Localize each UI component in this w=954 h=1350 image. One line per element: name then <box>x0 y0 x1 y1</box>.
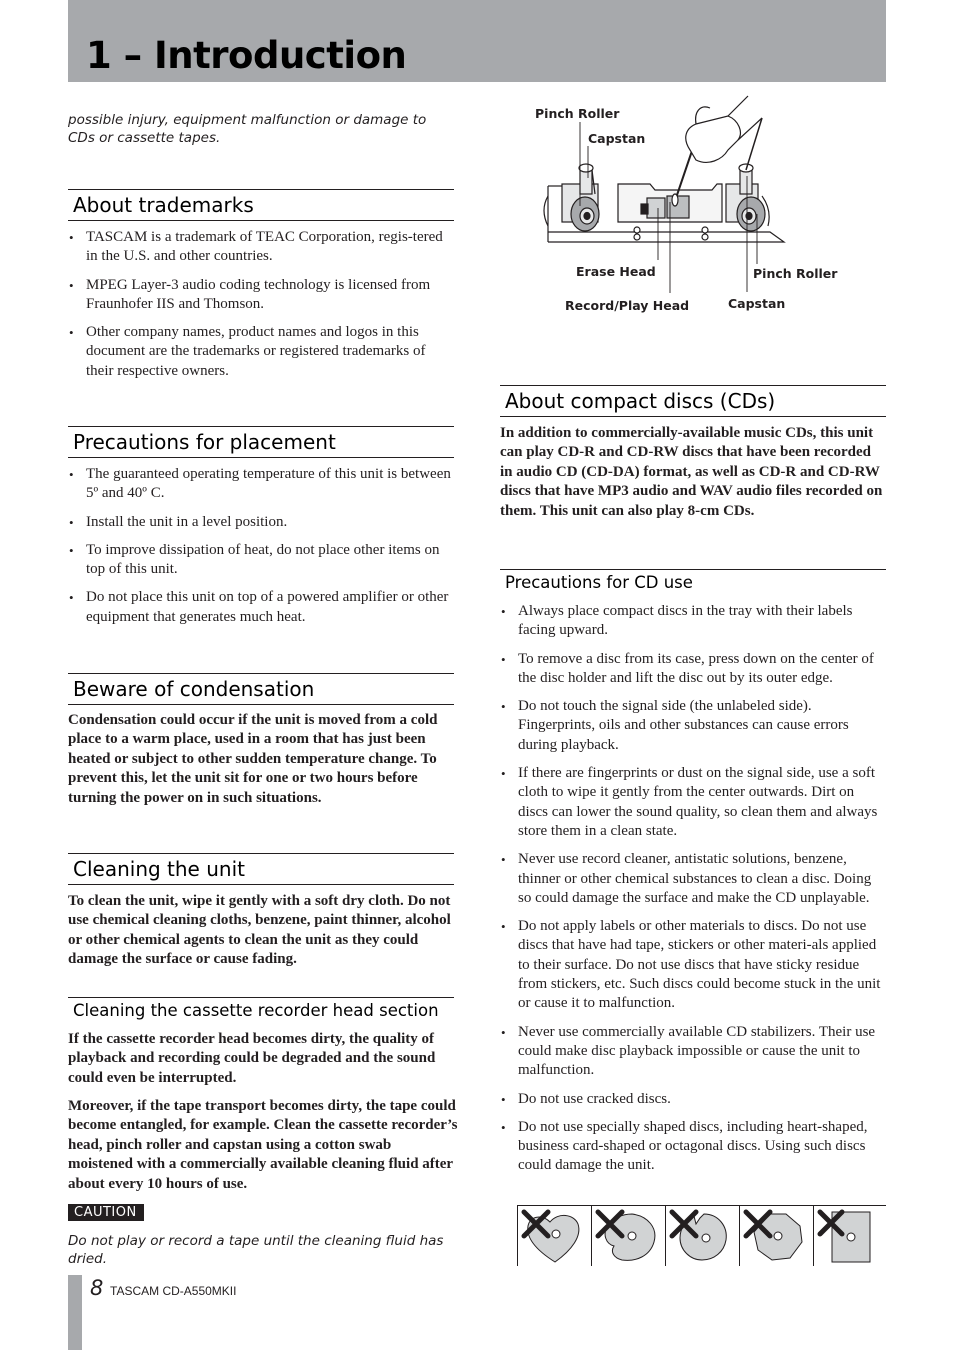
irregular-disc-icon <box>591 1205 665 1266</box>
section-heading-compact-discs: About compact discs (CDs) <box>500 385 886 417</box>
label-pinch-roller-bottom: Pinch Roller <box>753 266 838 281</box>
page-number: 8 <box>90 1276 104 1300</box>
section-heading-condensation: Beware of condensation <box>68 673 454 705</box>
list-item: • MPEG Layer-3 audio coding technology is licensed from Fraunhofer IIS and Thomson. <box>68 276 454 315</box>
label-pinch-roller-top: Pinch Roller <box>535 106 620 121</box>
cracked-disc-icon <box>665 1205 739 1266</box>
model-name: TASCAM CD-A550MKII <box>110 1284 237 1298</box>
section-heading-cleaning: Cleaning the unit <box>68 853 454 885</box>
list-item: • Other company names, product names and logos in this document are the trademarks or registered trademarks of their respective owners. <box>68 323 454 381</box>
list-item: • Never use record cleaner, antistatic solutions, benzene, thinner or other chemical substances to clean a disc. Doing so could damage the surface and make the CD unplayable. <box>500 850 886 908</box>
trademarks-list <box>68 228 454 390</box>
section-heading-trademarks: About trademarks <box>68 189 454 221</box>
head-cleaning-para-1: If the cassette recorder head becomes dirty, the quality of playback and recording could be degraded and the sound could even be interrupted. <box>68 1031 436 1086</box>
subsection-heading-head-cleaning: Cleaning the cassette recorder head section <box>68 997 454 1023</box>
octagonal-disc-icon <box>739 1205 813 1266</box>
list-item: • TASCAM is a trademark of TEAC Corporation, regis-tered in the U.S. and other countries. <box>68 228 454 267</box>
list-item: • Do not use cracked discs. <box>500 1090 886 1109</box>
footer-bar <box>68 1275 82 1350</box>
compact-discs-text: In addition to commercially-available music CDs, this unit can play CD-R and CD-RW discs that have been recorded in audio CD (CD-DA) format, as well as CD-R and CD-RW discs that have MP3 audio and WAV audio files recorded on them. This unit can also play 8-cm CDs. <box>500 425 883 519</box>
heart-shaped-disc-icon <box>517 1205 591 1266</box>
list-item: • Never use commercially available CD stabilizers. Their use could make disc playback impossible or cause the unit to malfunction. <box>500 1023 886 1081</box>
list-item: • Always place compact discs in the tray with their labels facing upward. <box>500 602 886 641</box>
list-item: • To remove a disc from its case, press down on the center of the disc holder and lift the disc out by its outer edge. <box>500 650 886 689</box>
prohibited-disc-shapes <box>517 1205 886 1266</box>
label-capstan-top: Capstan <box>588 131 646 146</box>
list-item: • Install the unit in a level position. <box>68 513 454 532</box>
caution-badge: CAUTION <box>68 1204 144 1221</box>
card-shaped-disc-icon <box>813 1205 886 1266</box>
list-item: • Do not use specially shaped discs, including heart-shaped, business card-shaped or octagonal discs. Using such discs could damage the unit. <box>500 1118 886 1176</box>
cd-use-list <box>500 602 886 1185</box>
label-erase-head: Erase Head <box>576 264 656 279</box>
list-item: • Do not touch the signal side (the unlabeled side). Fingerprints, oils and other substances can cause errors during playback. <box>500 697 886 755</box>
label-capstan-bottom: Capstan <box>728 296 786 311</box>
chapter-title: 1 – Introduction <box>86 34 407 77</box>
caution-text: Do not play or record a tape until the cleaning fluid has dried. <box>68 1233 444 1267</box>
placement-list <box>68 465 454 636</box>
intro-continuation: possible injury, equipment malfunction or damage to CDs or cassette tapes. <box>68 112 427 146</box>
list-item: • Do not apply labels or other materials to discs. Do not use discs that have had tape, stickers or other materi-als applied to their surface. Do not use discs that have sticky residue from stickers, etc. Such discs could become stuck in the unit or cause it to malfunction. <box>500 917 886 1013</box>
list-item: • Do not place this unit on top of a powered amplifier or other equipment that generates much heat. <box>68 588 454 627</box>
list-item: • If there are fingerprints or dust on the signal side, use a soft cloth to wipe it gently from the center outwards. Dirt on discs can lower the sound quality, so clean them and always store them in a clean state. <box>500 764 886 841</box>
subsection-heading-cd-use: Precautions for CD use <box>500 569 886 595</box>
head-cleaning-para-2: Moreover, if the tape transport becomes dirty, the tape could become entangled, for example. Clean the cassette recorder’s head, pinch roller and capstan using a cotton swab moistened with a commercially available cleaning fluid after about every 10 hours of use. <box>68 1098 458 1192</box>
condensation-text: Condensation could occur if the unit is moved from a cold place to a warm place, used in a room that has just been heated or subject to other sudden temperature change. To prevent this, let the unit sit for one or two hours before turning the power on in such situations. <box>68 712 438 806</box>
list-item: • To improve dissipation of heat, do not place other items on top of this unit. <box>68 541 454 580</box>
cassette-head-diagram <box>500 0 886 330</box>
cleaning-text: To clean the unit, wipe it gently with a soft dry cloth. Do not use chemical cleaning cloths, benzene, paint thinner, alcohol or other chemical agents to clean the unit as they could damage the surface or cause fading. <box>68 893 451 968</box>
section-heading-placement: Precautions for placement <box>68 426 454 458</box>
label-record-play-head: Record/Play Head <box>565 298 690 313</box>
list-item: • The guaranteed operating temperature of this unit is between 5º and 40º C. <box>68 465 454 504</box>
